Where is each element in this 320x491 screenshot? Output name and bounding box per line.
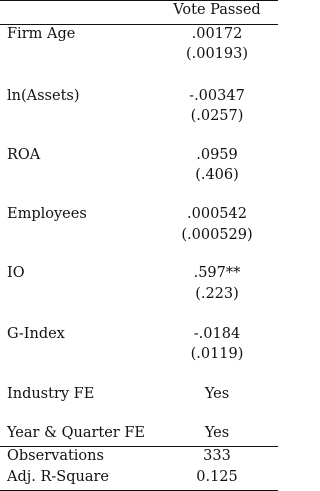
se-ln-assets: (.0257): [190, 108, 244, 124]
fe-label-industry: Industry FE: [7, 386, 95, 402]
coef-roa: .0959: [196, 147, 238, 163]
fe-value-industry: Yes: [204, 386, 230, 402]
stat-label-observations: Observations: [7, 448, 104, 464]
coef-employees: .000542: [187, 206, 247, 222]
row-label-g-index: G-Index: [7, 326, 65, 342]
se-employees: (.000529): [181, 227, 253, 243]
stats-rule: [0, 446, 278, 447]
stat-label-adj-r-square: Adj. R-Square: [7, 469, 109, 485]
se-g-index: (.0119): [190, 346, 244, 362]
row-label-ln-assets: ln(Assets): [7, 88, 80, 104]
se-roa: (.406): [195, 167, 239, 183]
se-io: (.223): [195, 286, 239, 302]
coef-g-index: -.0184: [193, 326, 241, 342]
se-firm-age: (.00193): [185, 46, 249, 62]
fe-label-year-quarter: Year & Quarter FE: [7, 425, 145, 441]
fe-value-year-quarter: Yes: [204, 425, 230, 441]
row-label-roa: ROA: [7, 147, 41, 163]
header-rule: [0, 24, 278, 25]
row-label-employees: Employees: [7, 206, 87, 222]
coef-firm-age: .00172: [191, 26, 243, 42]
stat-value-adj-r-square: 0.125: [196, 469, 238, 485]
stat-value-observations: 333: [203, 448, 231, 464]
coef-ln-assets: -.00347: [189, 88, 245, 104]
column-header: Vote Passed: [173, 2, 261, 18]
row-label-io: IO: [7, 265, 25, 281]
row-label-firm-age: Firm Age: [7, 26, 76, 42]
coef-io: .597**: [193, 265, 241, 281]
top-rule: [0, 0, 278, 1]
